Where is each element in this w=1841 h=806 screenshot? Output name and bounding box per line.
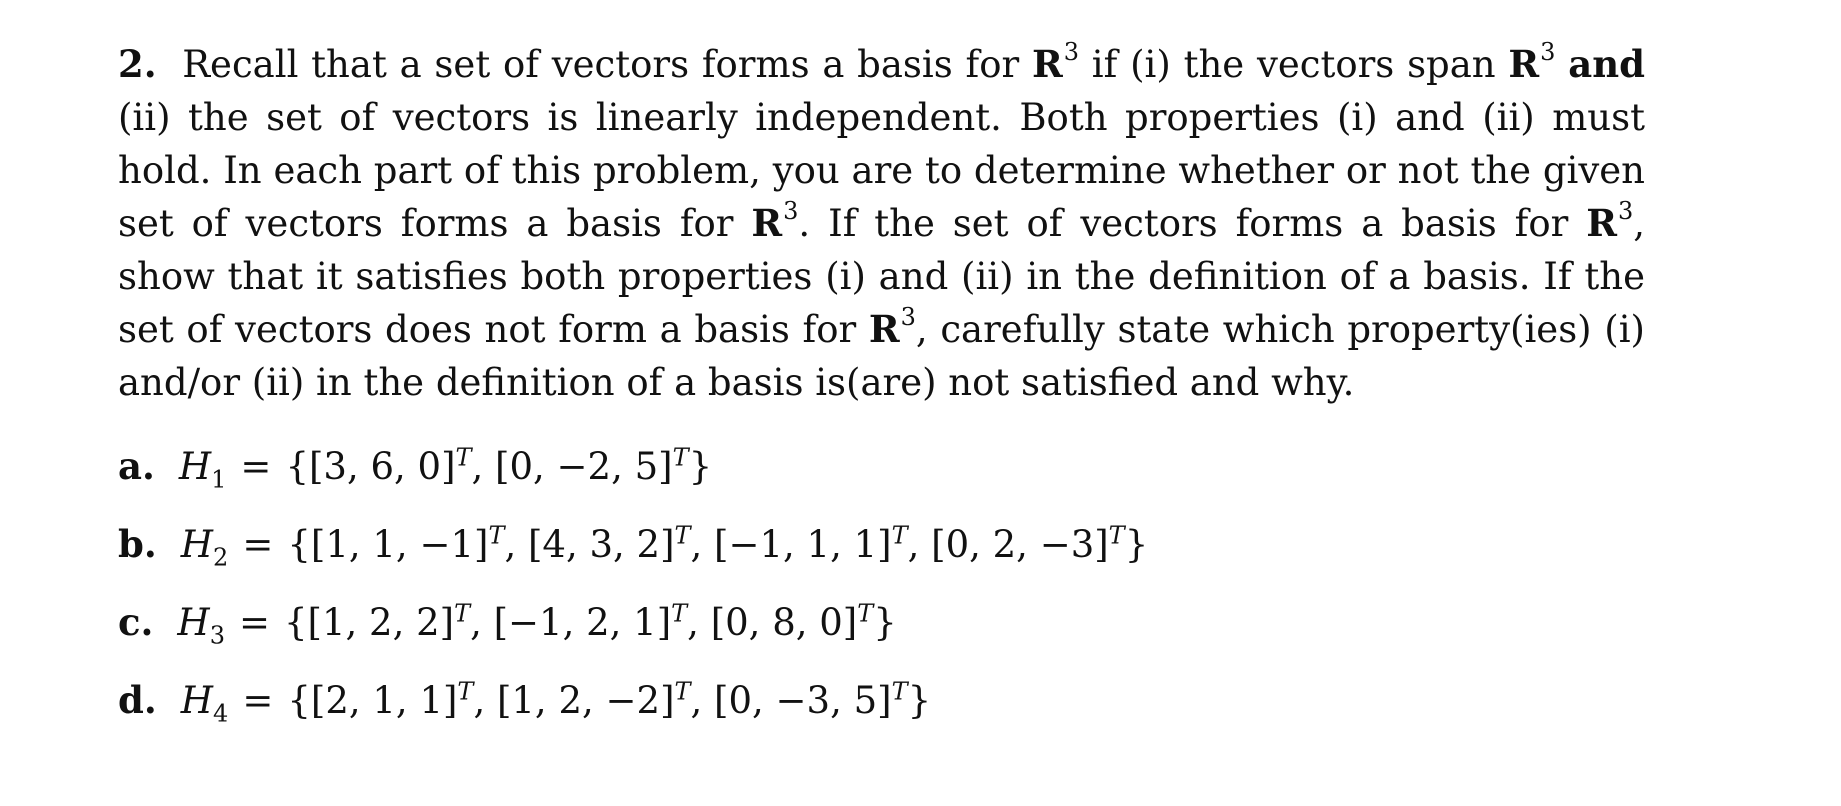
r3-exponent: 3	[783, 196, 799, 225]
statement-part-3: (ii) the set of vectors is linearly independent. Both properties (i) and (ii) must hold. In each part of this problem, you are to determine whether or not the given set of vectors forms a basis for	[118, 96, 1645, 245]
problem-statement	[118, 38, 1645, 409]
part-b	[118, 505, 1645, 583]
equals-sign: =	[242, 679, 274, 722]
vector-set: {[2, 1, 1]$^T$, [1, 2, −2]$^T$, [0, −3, 5]$^T$}	[287, 677, 932, 722]
r3-symbol: R	[868, 307, 900, 351]
r3-exponent: 3	[900, 302, 916, 331]
set-name: $H_3$	[177, 601, 225, 650]
statement-part-2: if (i) the vectors span	[1091, 43, 1496, 86]
part-c	[118, 583, 1645, 661]
statement-part-4: . If the set of vectors forms a basis for	[798, 202, 1569, 245]
problem-page	[118, 38, 1645, 739]
equals-sign: =	[240, 445, 272, 488]
vector-set: {[1, 2, 2]$^T$, [−1, 2, 1]$^T$, [0, 8, 0]$^T$}	[284, 599, 897, 644]
statement-part-6: , carefully state which property(ies) (i) and/or (ii) in the definition of a basis is(are) not satisfied and why.	[118, 308, 1645, 404]
part-label: a.	[118, 444, 155, 488]
and-bold: and	[1568, 42, 1645, 86]
part-label: b.	[118, 522, 157, 566]
problem-number: 2.	[118, 42, 157, 86]
r3-exponent: 3	[1540, 37, 1556, 66]
vector-set: {[3, 6, 0]$^T$, [0, −2, 5]$^T$}	[285, 443, 713, 488]
set-name: $H_4$	[180, 679, 229, 728]
r3-symbol: R	[1508, 42, 1540, 86]
part-label: c.	[118, 600, 154, 644]
part-d	[118, 661, 1645, 739]
statement-part-1: Recall that a set of vectors forms a basis for	[182, 43, 1020, 86]
r3-exponent: 3	[1617, 196, 1634, 225]
equals-sign: =	[242, 523, 274, 566]
equals-sign: =	[238, 601, 270, 644]
vector-set: {[1, 1, −1]$^T$, [4, 3, 2]$^T$, [−1, 1, 1]$^T$, [0, 2, −3]$^T$}	[287, 521, 1149, 566]
part-a	[118, 427, 1645, 505]
statement-part-5: , show that it satisfies both properties (i) and (ii) in the definition of a basis. If the set of vectors does not form a basis for	[118, 202, 1645, 351]
r3-symbol: R	[1031, 42, 1063, 86]
r3-symbol: R	[1586, 201, 1617, 245]
part-label: d.	[118, 678, 157, 722]
r3-symbol: R	[751, 201, 783, 245]
parts-list	[118, 427, 1645, 739]
r3-exponent: 3	[1063, 37, 1079, 66]
set-name: $H_1$	[178, 445, 227, 494]
set-name: $H_2$	[180, 523, 229, 572]
